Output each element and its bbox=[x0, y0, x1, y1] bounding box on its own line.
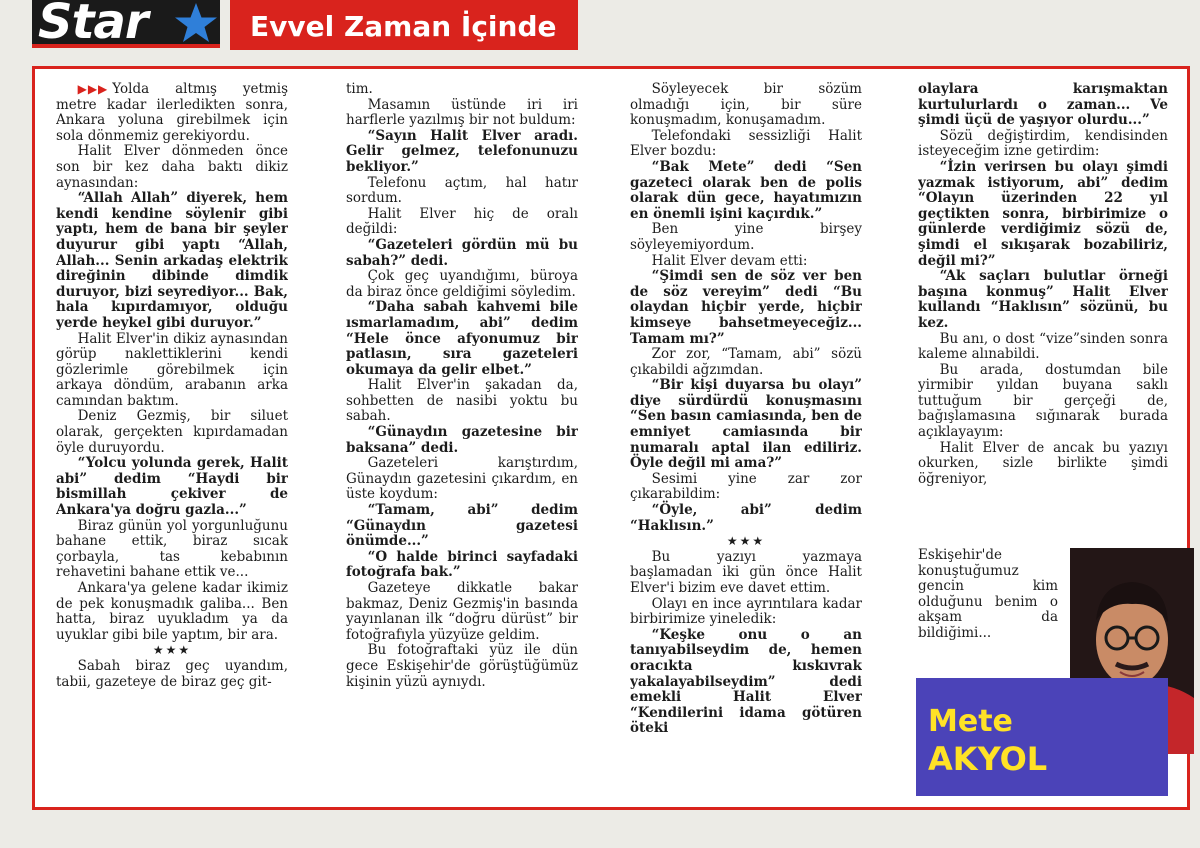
paragraph: Zor zor, “Tamam, abi” sözü çıkabildi ağzımdan. bbox=[630, 346, 862, 378]
paragraph: ▶▶▶ Yolda altmış yetmiş metre kadar ilerledikten sonra, Ankara yoluna girebilmek için sola dönmemiz gerekiyordu. bbox=[56, 82, 288, 144]
paragraph: “Gazeteleri gördün mü bu sabah?” dedi. bbox=[346, 236, 578, 269]
paragraph: Halit Elver'in şakadan da, sohbetten de nasibi yoktu bu sabah. bbox=[346, 377, 578, 425]
paragraph: Telefondaki sessizliği Halit Elver bozdu: bbox=[630, 127, 862, 160]
paragraph: Eskişehir'de konuştuğumuz gencin kim olduğunu benim o akşam da bildiğimi... bbox=[918, 547, 1058, 641]
author-byline bbox=[916, 678, 1168, 796]
paragraph: “Sayın Halit Elver aradı. Gelir gelmez, telefonunuzu bekliyor.” bbox=[346, 127, 578, 175]
paragraph: Bu arada, dostumdan bile yirmibir yıldan buyana saklı tuttuğum bir gerçeği de, bağışlamasına sığınarak burada açıklayayım: bbox=[918, 361, 1168, 441]
paragraph: tim. bbox=[346, 82, 373, 97]
author-last-name: AKYOL bbox=[928, 740, 1048, 778]
article-column-3 bbox=[630, 82, 862, 804]
section-divider: ★★★ bbox=[726, 534, 766, 549]
paragraph: “Yolcu yolunda gerek, Halit abi” dedim “Haydi bir bismillah çekiver de Ankara'ya doğru gazla...” bbox=[56, 455, 288, 519]
paragraph: Halit Elver de ancak bu yazıyı okurken, sizle birlikte şimdi öğreniyor, bbox=[918, 439, 1168, 487]
page-header bbox=[0, 0, 1200, 62]
paragraph: “Bak Mete” dedi “Sen gazeteci olarak ben de polis olarak dün gece, hayatımızın en önemli işini kaçırdık.” bbox=[630, 158, 862, 222]
paragraph: “O halde birinci sayfadaki fotoğrafa bak.” bbox=[346, 548, 578, 581]
paragraph: olaylara karışmaktan kurtulurlardı o zaman... Ve şimdi üçü de yaşıyor olurdu...” bbox=[918, 82, 1168, 129]
paragraph: “Allah Allah” diyerek, hem kendi kendine söylenir gibi yaptı, hem de bana bir şeyler duyurur gibi yaptı “Allah, Allah... Senin arkadaş elektrik direğinin dibinde dimdik duruyor, bizi seyrediyor... Bak, hala kıpırdamıyor, olduğu yerde heykel gibi duruyor.” bbox=[56, 190, 288, 331]
article-column-4 bbox=[918, 82, 1168, 546]
article-column-1 bbox=[56, 82, 288, 804]
paragraph: Ankara'ya gelene kadar ikimiz de pek konuşmadık galiba... Ben hatta, biraz uyukladım ya da uyuklar gibi bile yaptım, bir ara. bbox=[56, 580, 288, 643]
paragraph: Halit Elver dönmeden önce son bir kez daha baktı dikiz aynasından: bbox=[56, 143, 288, 191]
star-logo bbox=[32, 0, 220, 48]
paragraph: Bu fotoğraftaki yüz ile dün gece Eskişehir'de görüştüğümüz kişinin yüzü aynıydı. bbox=[346, 642, 578, 690]
paragraph: Bu yazıyı yazmaya başlamadan iki gün önce Halit Elver'i bizim eve davet ettim. bbox=[630, 548, 862, 596]
paragraph: Halit Elver'in dikiz aynasından görüp naklettiklerini kendi gözlerimle görebilmek için arkaya döndüm, arabanın arka camından baktım. bbox=[56, 330, 288, 409]
series-title: Evvel Zaman İçinde bbox=[230, 0, 578, 50]
paragraph: “Bir kişi duyarsa bu olayı” diye sürdürdü konuşmasını “Sen basın camiasında, ben de emniyet camiasında bir numaralı aptal ilan ediliriz. Öyle değil mi ama?” bbox=[630, 377, 862, 472]
article-column-2 bbox=[346, 82, 578, 804]
paragraph: Halit Elver hiç de oralı değildi: bbox=[346, 205, 578, 238]
section-marker: ▶▶▶ bbox=[77, 82, 109, 96]
paragraph: Telefonu açtım, hal hatır sordum. bbox=[346, 174, 578, 207]
paragraph: “Öyle, abi” dedim “Haklısın.” bbox=[630, 502, 862, 534]
paragraph: “Günaydın gazetesine bir baksana” dedi. bbox=[346, 424, 578, 456]
paragraph: Sabah biraz geç uyandım, tabii, gazeteye de biraz geç git- bbox=[56, 657, 288, 690]
paragraph: Masamın üstünde iri iri harflerle yazılmış bir not buldum: bbox=[346, 96, 578, 129]
section-divider: ★★★ bbox=[152, 643, 192, 658]
paragraph: “Daha sabah kahvemi bile ısmarlamadım, abi” dedim “Hele önce afyonumuz bir patlasın, sıra gazeteleri okumaya da gelir elbet.” bbox=[346, 299, 578, 378]
paragraph: “Ak saçları bulutlar örneği başına konmuş” Halit Elver kullandı “Haklısın” sözünü, bu kez. bbox=[918, 268, 1168, 331]
paragraph: Halit Elver devam etti: bbox=[651, 252, 808, 269]
paragraph: “Tamam, abi” dedim “Günaydın gazetesi önümde...” bbox=[346, 502, 578, 550]
logo-text: Star bbox=[38, 0, 148, 48]
star-icon bbox=[174, 2, 218, 44]
paragraph: Sesimi yine zar zor çıkarabildim: bbox=[630, 470, 862, 503]
paragraph: Söyleyecek bir sözüm olmadığı için, bir süre konuşmadım, konuşamadım. bbox=[630, 82, 862, 129]
paragraph: Gazeteye dikkatle bakar bakmaz, Deniz Gezmiş'in basında yayınlanan ilk “doğru dürüst” bir fotoğrafıyla yüzyüze geldim. bbox=[346, 580, 578, 643]
paragraph: Olayı en ince ayrıntılara kadar birbirimize yineledik: bbox=[630, 595, 862, 628]
paragraph: Biraz günün yol yorgunluğunu bahane ettik, biraz sıcak çorbayla, tas kebabının rehavetini bahane ettik ve... bbox=[56, 517, 288, 581]
paragraph: Deniz Gezmiş, bir siluet olarak, gerçekten kıpırdamadan öyle duruyordu. bbox=[56, 408, 288, 456]
paragraph: “Keşke onu o an tanıyabilseydim de, hemen oracıkta kıskıvrak yakalayabilseydim” dedi emekli Halit Elver “Kendilerini idama götüren öteki bbox=[630, 626, 862, 737]
paragraph: Ben yine birşey söyleyemiyordum. bbox=[630, 221, 862, 253]
paragraph: Sözü değiştirdim, kendisinden isteyeceğim izne getirdim: bbox=[918, 127, 1168, 160]
paragraph: “İzin verirsen bu olayı şimdi yazmak istiyorum, abi” dedim “Olayın üzerinden 22 yıl geçtikten sonra, birbirimize o günlerde verdiğimiz sözü de, şimdi el sıkışarak bozabiliriz, değil mi?” bbox=[918, 158, 1168, 269]
paragraph: Çok geç uyandığımı, büroya da biraz önce geldiğimi söyledim. bbox=[346, 268, 578, 300]
paragraph: “Şimdi sen de söz ver ben de söz vereyim” dedi “Bu olaydan hiçbir yerde, hiçbir kimseye bahsetmeyeceğiz... Tamam mı?” bbox=[630, 268, 862, 347]
author-first-name: Mete bbox=[928, 704, 1013, 739]
paragraph: Bu anı, o dost “vize”sinden sonra kaleme alınabildi. bbox=[918, 330, 1168, 363]
paragraph: Gazeteleri karıştırdım, Günaydın gazetesini çıkardım, en üste koydum: bbox=[346, 455, 578, 503]
article-column-4-tail bbox=[918, 548, 1058, 642]
